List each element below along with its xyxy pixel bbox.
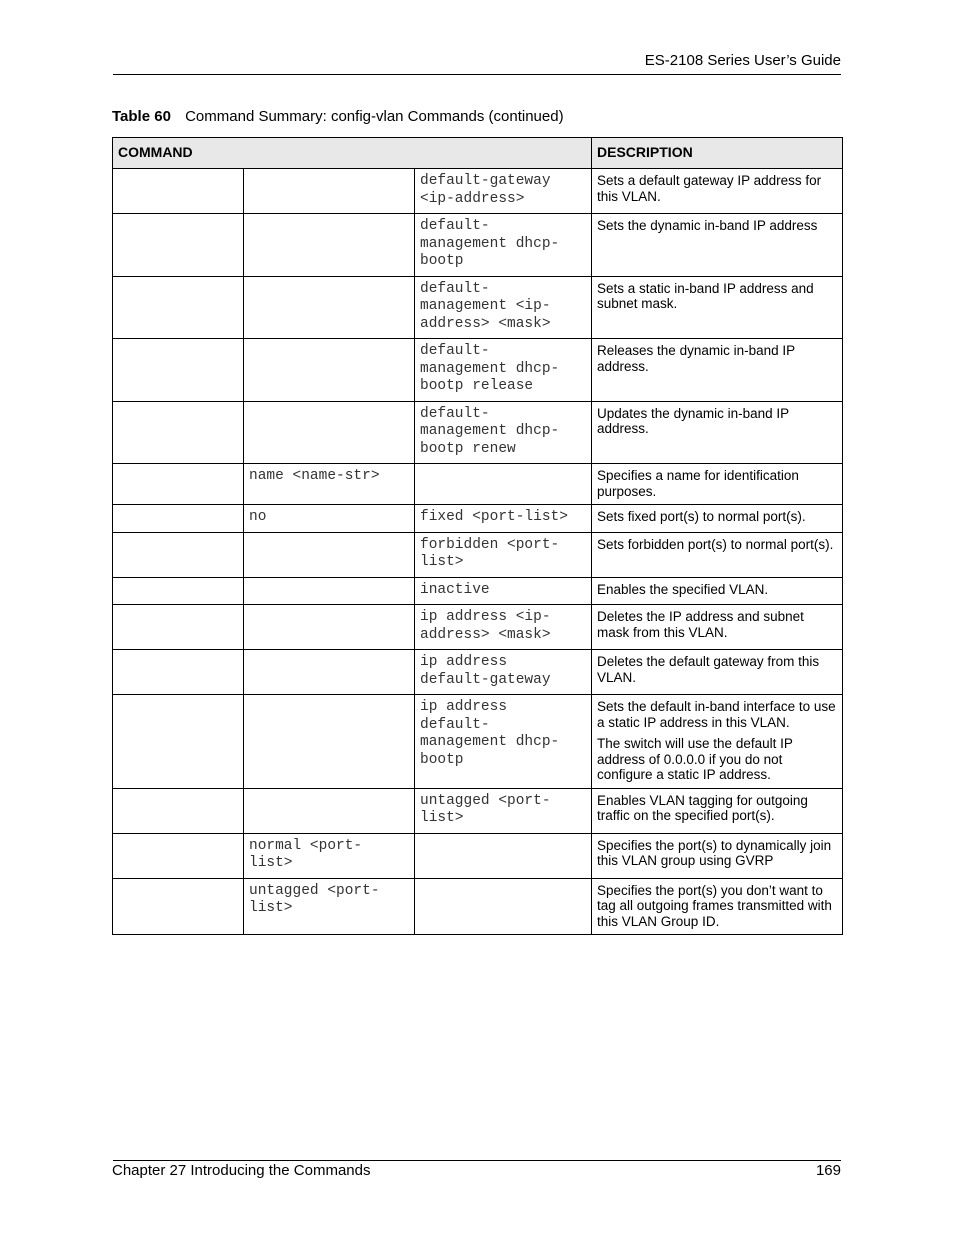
command-cell-3 <box>415 401 592 464</box>
description-cell <box>592 169 843 214</box>
command-cell-1 <box>113 532 244 577</box>
description-cell <box>592 214 843 277</box>
description-cell <box>592 650 843 695</box>
command-text: fixed <port-list> <box>420 509 568 525</box>
command-text: default-gateway <ip-address> <box>420 173 551 207</box>
command-cell-3 <box>415 464 592 505</box>
command-cell-2 <box>244 505 415 533</box>
command-text: no <box>249 509 267 525</box>
header-rule <box>113 74 841 75</box>
command-cell-2 <box>244 878 415 935</box>
description-text: Specifies the port(s) to dynamically join this VLAN group using GVRP <box>597 837 832 868</box>
description-cell <box>592 505 843 533</box>
table-row <box>113 532 843 577</box>
description-text: Sets a default gateway IP address for this VLAN. <box>597 173 822 204</box>
description-cell <box>592 788 843 833</box>
description-text: Sets forbidden port(s) to normal port(s). <box>597 536 834 552</box>
description-column-header: DESCRIPTION <box>592 138 843 169</box>
command-text: name <name-str> <box>249 468 380 484</box>
command-cell-1 <box>113 214 244 277</box>
table-row <box>113 464 843 505</box>
command-text: default- management dhcp- bootp release <box>420 343 560 394</box>
command-text: default- management dhcp- bootp renew <box>420 405 560 457</box>
command-cell-2 <box>244 464 415 505</box>
command-cell-1 <box>113 464 244 505</box>
description-text: Deletes the IP address and subnet mask from this VLAN. <box>597 609 804 640</box>
table-row <box>113 276 843 339</box>
command-cell-2 <box>244 532 415 577</box>
command-cell-3 <box>415 577 592 605</box>
footer-rule <box>113 1160 841 1161</box>
page-number: 169 <box>815 1162 841 1179</box>
description-cell <box>592 532 843 577</box>
command-cell-1 <box>113 505 244 533</box>
description-cell <box>592 878 843 935</box>
running-header: ES-2108 Series User’s Guide <box>644 52 841 69</box>
command-cell-3 <box>415 695 592 789</box>
command-cell-1 <box>113 169 244 214</box>
description-text: Sets fixed port(s) to normal port(s). <box>597 509 806 524</box>
command-cell-1 <box>113 605 244 650</box>
description-text: Releases the dynamic in-band IP address. <box>597 343 795 374</box>
description-text: Updates the dynamic in-band IP address. <box>597 405 789 436</box>
command-cell-3 <box>415 788 592 833</box>
table-caption-label: Table 60 <box>112 108 171 125</box>
description-cell <box>592 401 843 464</box>
command-cell-1 <box>113 401 244 464</box>
command-text: normal <port- list> <box>249 837 363 871</box>
command-cell-3 <box>415 169 592 214</box>
command-cell-2 <box>244 788 415 833</box>
table-row <box>113 788 843 833</box>
command-cell-3 <box>415 214 592 277</box>
command-cell-3 <box>415 605 592 650</box>
command-summary-table <box>112 137 843 935</box>
table-row <box>113 878 843 935</box>
command-cell-2 <box>244 695 415 789</box>
table-row <box>113 605 843 650</box>
table-caption <box>112 108 564 125</box>
command-cell-2 <box>244 605 415 650</box>
command-cell-2 <box>244 276 415 339</box>
command-text: inactive <box>420 581 490 598</box>
description-text: Enables the specified VLAN. <box>597 581 769 597</box>
table-row <box>113 695 843 789</box>
command-cell-2 <box>244 577 415 605</box>
table-row <box>113 650 843 695</box>
command-cell-2 <box>244 339 415 402</box>
table-caption-text: Command Summary: config-vlan Commands (continued) <box>185 108 564 125</box>
command-cell-3 <box>415 339 592 402</box>
description-cell <box>592 605 843 650</box>
description-cell <box>592 695 843 789</box>
description-text: Sets the default in-band interface to use a static IP address in this VLAN. <box>597 699 836 730</box>
description-text: Sets the dynamic in-band IP address <box>597 218 818 233</box>
table-row <box>113 577 843 605</box>
command-cell-3 <box>415 505 592 533</box>
command-text: untagged <port- list> <box>249 882 380 916</box>
table-body <box>113 169 843 935</box>
command-cell-3 <box>415 878 592 935</box>
description-cell <box>592 464 843 505</box>
table-header-row <box>113 138 843 169</box>
table-row <box>113 401 843 464</box>
command-cell-1 <box>113 339 244 402</box>
description-text: Specifies a name for identification purposes. <box>597 468 799 499</box>
command-cell-2 <box>244 169 415 214</box>
command-text: default- management dhcp- bootp <box>420 218 560 269</box>
command-text: ip address <ip- address> <mask> <box>420 609 551 643</box>
description-text: Sets a static in-band IP address and subnet mask. <box>597 280 814 311</box>
command-cell-3 <box>415 650 592 695</box>
table-row <box>113 339 843 402</box>
command-cell-1 <box>113 788 244 833</box>
description-text: Specifies the port(s) you don’t want to tag all outgoing frames transmitted with this VLAN Group ID. <box>597 882 832 929</box>
command-cell-3 <box>415 276 592 339</box>
command-cell-1 <box>113 695 244 789</box>
description-text: Enables VLAN tagging for outgoing traffic on the specified port(s). <box>597 792 808 823</box>
table-row <box>113 169 843 214</box>
command-cell-3 <box>415 532 592 577</box>
table-row <box>113 833 843 878</box>
command-text: ip address default- management dhcp- bootp <box>420 699 560 768</box>
command-cell-2 <box>244 833 415 878</box>
description-text: Deletes the default gateway from this VLAN. <box>597 654 820 685</box>
command-cell-3 <box>415 833 592 878</box>
description-cell <box>592 339 843 402</box>
command-text: untagged <port- list> <box>420 792 551 826</box>
description-text: The switch will use the default IP address of 0.0.0.0 if you do not configure a static IP address. <box>597 736 793 782</box>
command-cell-1 <box>113 577 244 605</box>
command-cell-2 <box>244 401 415 464</box>
command-text: forbidden <port- list> <box>420 536 560 570</box>
command-cell-1 <box>113 878 244 935</box>
command-text: default- management <ip- address> <mask> <box>420 280 551 332</box>
table-row <box>113 505 843 533</box>
command-cell-2 <box>244 650 415 695</box>
command-text: ip address default-gateway <box>420 654 551 688</box>
command-column-header: COMMAND <box>113 138 592 169</box>
command-cell-1 <box>113 276 244 339</box>
command-cell-1 <box>113 833 244 878</box>
description-cell <box>592 577 843 605</box>
description-cell <box>592 276 843 339</box>
command-cell-1 <box>113 650 244 695</box>
footer-chapter: Chapter 27 Introducing the Commands <box>112 1162 371 1179</box>
table-row <box>113 214 843 277</box>
description-cell <box>592 833 843 878</box>
command-cell-2 <box>244 214 415 277</box>
